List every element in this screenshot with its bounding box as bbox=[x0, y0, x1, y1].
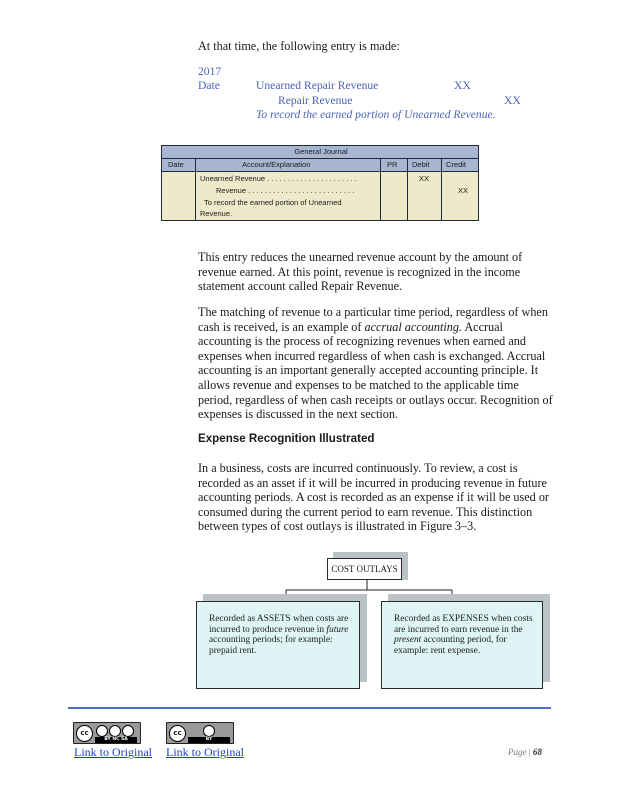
sa-icon bbox=[122, 725, 134, 737]
journal-row-debit: XX bbox=[419, 174, 430, 183]
by-icon bbox=[96, 725, 108, 737]
link-to-original[interactable]: Link to Original bbox=[74, 745, 152, 759]
cc-icon: cc bbox=[169, 725, 186, 742]
page-label: Page bbox=[508, 747, 527, 757]
badge-text: BY bbox=[188, 737, 230, 743]
intro-text: At that time, the following entry is made: bbox=[198, 39, 400, 53]
entry-year: 2017 bbox=[198, 65, 222, 78]
col-pr: PR bbox=[387, 160, 398, 169]
entry-memo: To record the earned portion of Unearned Revenue. bbox=[256, 108, 496, 121]
expenses-box bbox=[381, 601, 543, 689]
by-icon bbox=[203, 725, 215, 737]
expenses-text-end: accounting period, for example: rent expense. bbox=[394, 635, 507, 656]
cc-by-nc-sa-badge[interactable] bbox=[73, 722, 141, 744]
journal-explanation: To record the earned portion of Unearned bbox=[204, 198, 342, 207]
col-credit: Credit bbox=[446, 160, 467, 169]
cc-by-badge[interactable] bbox=[166, 722, 234, 744]
cost-outlays-box bbox=[327, 558, 402, 580]
expenses-text-start: Recorded as EXPENSES when costs are incurred to earn revenue in the bbox=[394, 614, 533, 635]
entry-debit-account: Unearned Repair Revenue bbox=[256, 79, 379, 92]
expenses-text-emph: present bbox=[394, 635, 422, 645]
entry-credit-amount: XX bbox=[504, 94, 521, 107]
entry-credit-account: Repair Revenue bbox=[278, 94, 353, 107]
footer-rule bbox=[68, 707, 551, 709]
link-to-original[interactable]: Link to Original bbox=[166, 745, 244, 759]
journal-title: General Journal bbox=[294, 147, 348, 156]
page-number bbox=[508, 747, 542, 757]
cc-icon: cc bbox=[76, 725, 93, 742]
paragraph-accrual-start: The matching of revenue to a particular time period, regardless of when cash is received, is an example of bbox=[198, 305, 548, 334]
assets-text-end: accounting periods; for example: prepaid rent. bbox=[209, 635, 333, 656]
entry-debit-amount: XX bbox=[454, 79, 471, 92]
assets-box bbox=[196, 601, 360, 689]
paragraph-expense: In a business, costs are incurred continuously. To review, a cost is recorded as an asset if it will be incurred in producing revenue in future accounting periods. A cost is recorded as an expense if it will be used or consumed during the current period to earn revenue. This distinction between types of cost outlays is illustrated in Figure 3–3. bbox=[198, 461, 549, 534]
section-heading: Expense Recognition Illustrated bbox=[198, 432, 375, 445]
journal-row-account: Revenue . . . . . . . . . . . . . . . . . . . . . . . . . . bbox=[216, 186, 355, 195]
journal-explanation-cont: Revenue. bbox=[200, 209, 233, 218]
assets-box-text bbox=[197, 602, 359, 656]
nc-icon bbox=[109, 725, 121, 737]
assets-text-emph: future bbox=[326, 624, 349, 635]
paragraph-accrual-rest: Accrual accounting is the process of recognizing revenues when earned and expenses when incurred regardless of when cash is exchanged. Accrual accounting is an important generally accepted accounting principle. It allows revenue and expenses to be matched to the applicable time period, regardless of when cash receipts or outlays occur. Recognition of expenses is discussed in the next section. bbox=[198, 319, 553, 422]
page-number-value: 68 bbox=[532, 747, 542, 757]
col-date: Date bbox=[168, 160, 184, 169]
entry-date-label: Date bbox=[198, 79, 220, 92]
badge-text: BY NC SA bbox=[95, 737, 137, 743]
paragraph-unearned: This entry reduces the unearned revenue account by the amount of revenue earned. At this point, revenue is recognized in the income statement account called Repair Revenue. bbox=[198, 250, 523, 294]
page-separator: | bbox=[528, 747, 531, 757]
assets-text-start: Recorded as ASSETS when costs are incurred to produce revenue in bbox=[209, 614, 349, 635]
cost-outlays-label: COST OUTLAYS bbox=[331, 564, 398, 574]
journal-row-credit: XX bbox=[458, 186, 469, 195]
journal-row-account: Unearned Revenue . . . . . . . . . . . . . . . . . . . . . . bbox=[200, 174, 357, 183]
expenses-box-text bbox=[382, 602, 542, 656]
accrual-accounting-term: accrual accounting. bbox=[364, 319, 462, 334]
col-account: Account/Explanation bbox=[242, 160, 311, 169]
col-debit: Debit bbox=[412, 160, 430, 169]
